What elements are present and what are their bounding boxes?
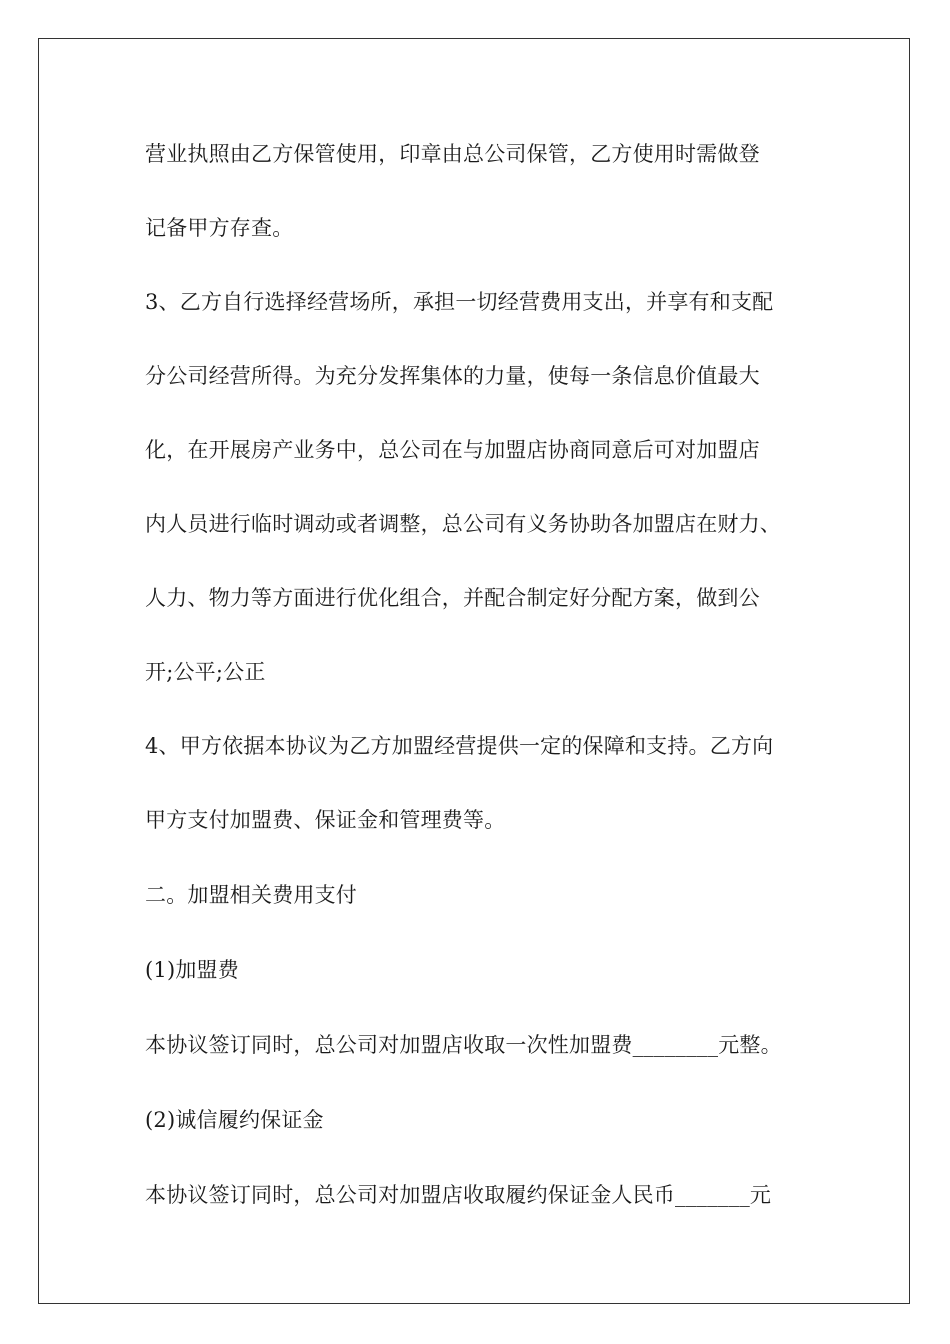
text-line: 开;公平;公正 xyxy=(145,660,266,684)
text-line: 化，在开展房产业务中，总公司在与加盟店协商同意后可对加盟店 xyxy=(145,438,760,462)
text-line: 本协议签订同时，总公司对加盟店收取一次性加盟费________元整。 xyxy=(145,1033,782,1057)
text-line: 营业执照由乙方保管使用，印章由总公司保管，乙方使用时需做登 xyxy=(145,142,760,166)
text-line: 4、甲方依据本协议为乙方加盟经营提供一定的保障和支持。乙方向 xyxy=(145,734,774,758)
text-line: 分公司经营所得。为充分发挥集体的力量，使每一条信息价值最大 xyxy=(145,364,760,388)
text-line: 记备甲方存查。 xyxy=(145,216,294,240)
text-line: 3、乙方自行选择经营场所，承担一切经营费用支出，并享有和支配 xyxy=(145,290,774,314)
subsection-heading: (1)加盟费 xyxy=(145,958,239,982)
section-heading: 二。加盟相关费用支付 xyxy=(145,883,357,907)
text-line: 内人员进行临时调动或者调整，总公司有义务协助各加盟店在财力、 xyxy=(145,512,781,536)
text-line: 本协议签订同时，总公司对加盟店收取履约保证金人民币_______元 xyxy=(145,1183,772,1207)
text-line: 人力、物力等方面进行优化组合，并配合制定好分配方案，做到公 xyxy=(145,586,760,610)
text-line: 甲方支付加盟费、保证金和管理费等。 xyxy=(145,808,506,832)
subsection-heading: (2)诚信履约保证金 xyxy=(145,1108,324,1132)
